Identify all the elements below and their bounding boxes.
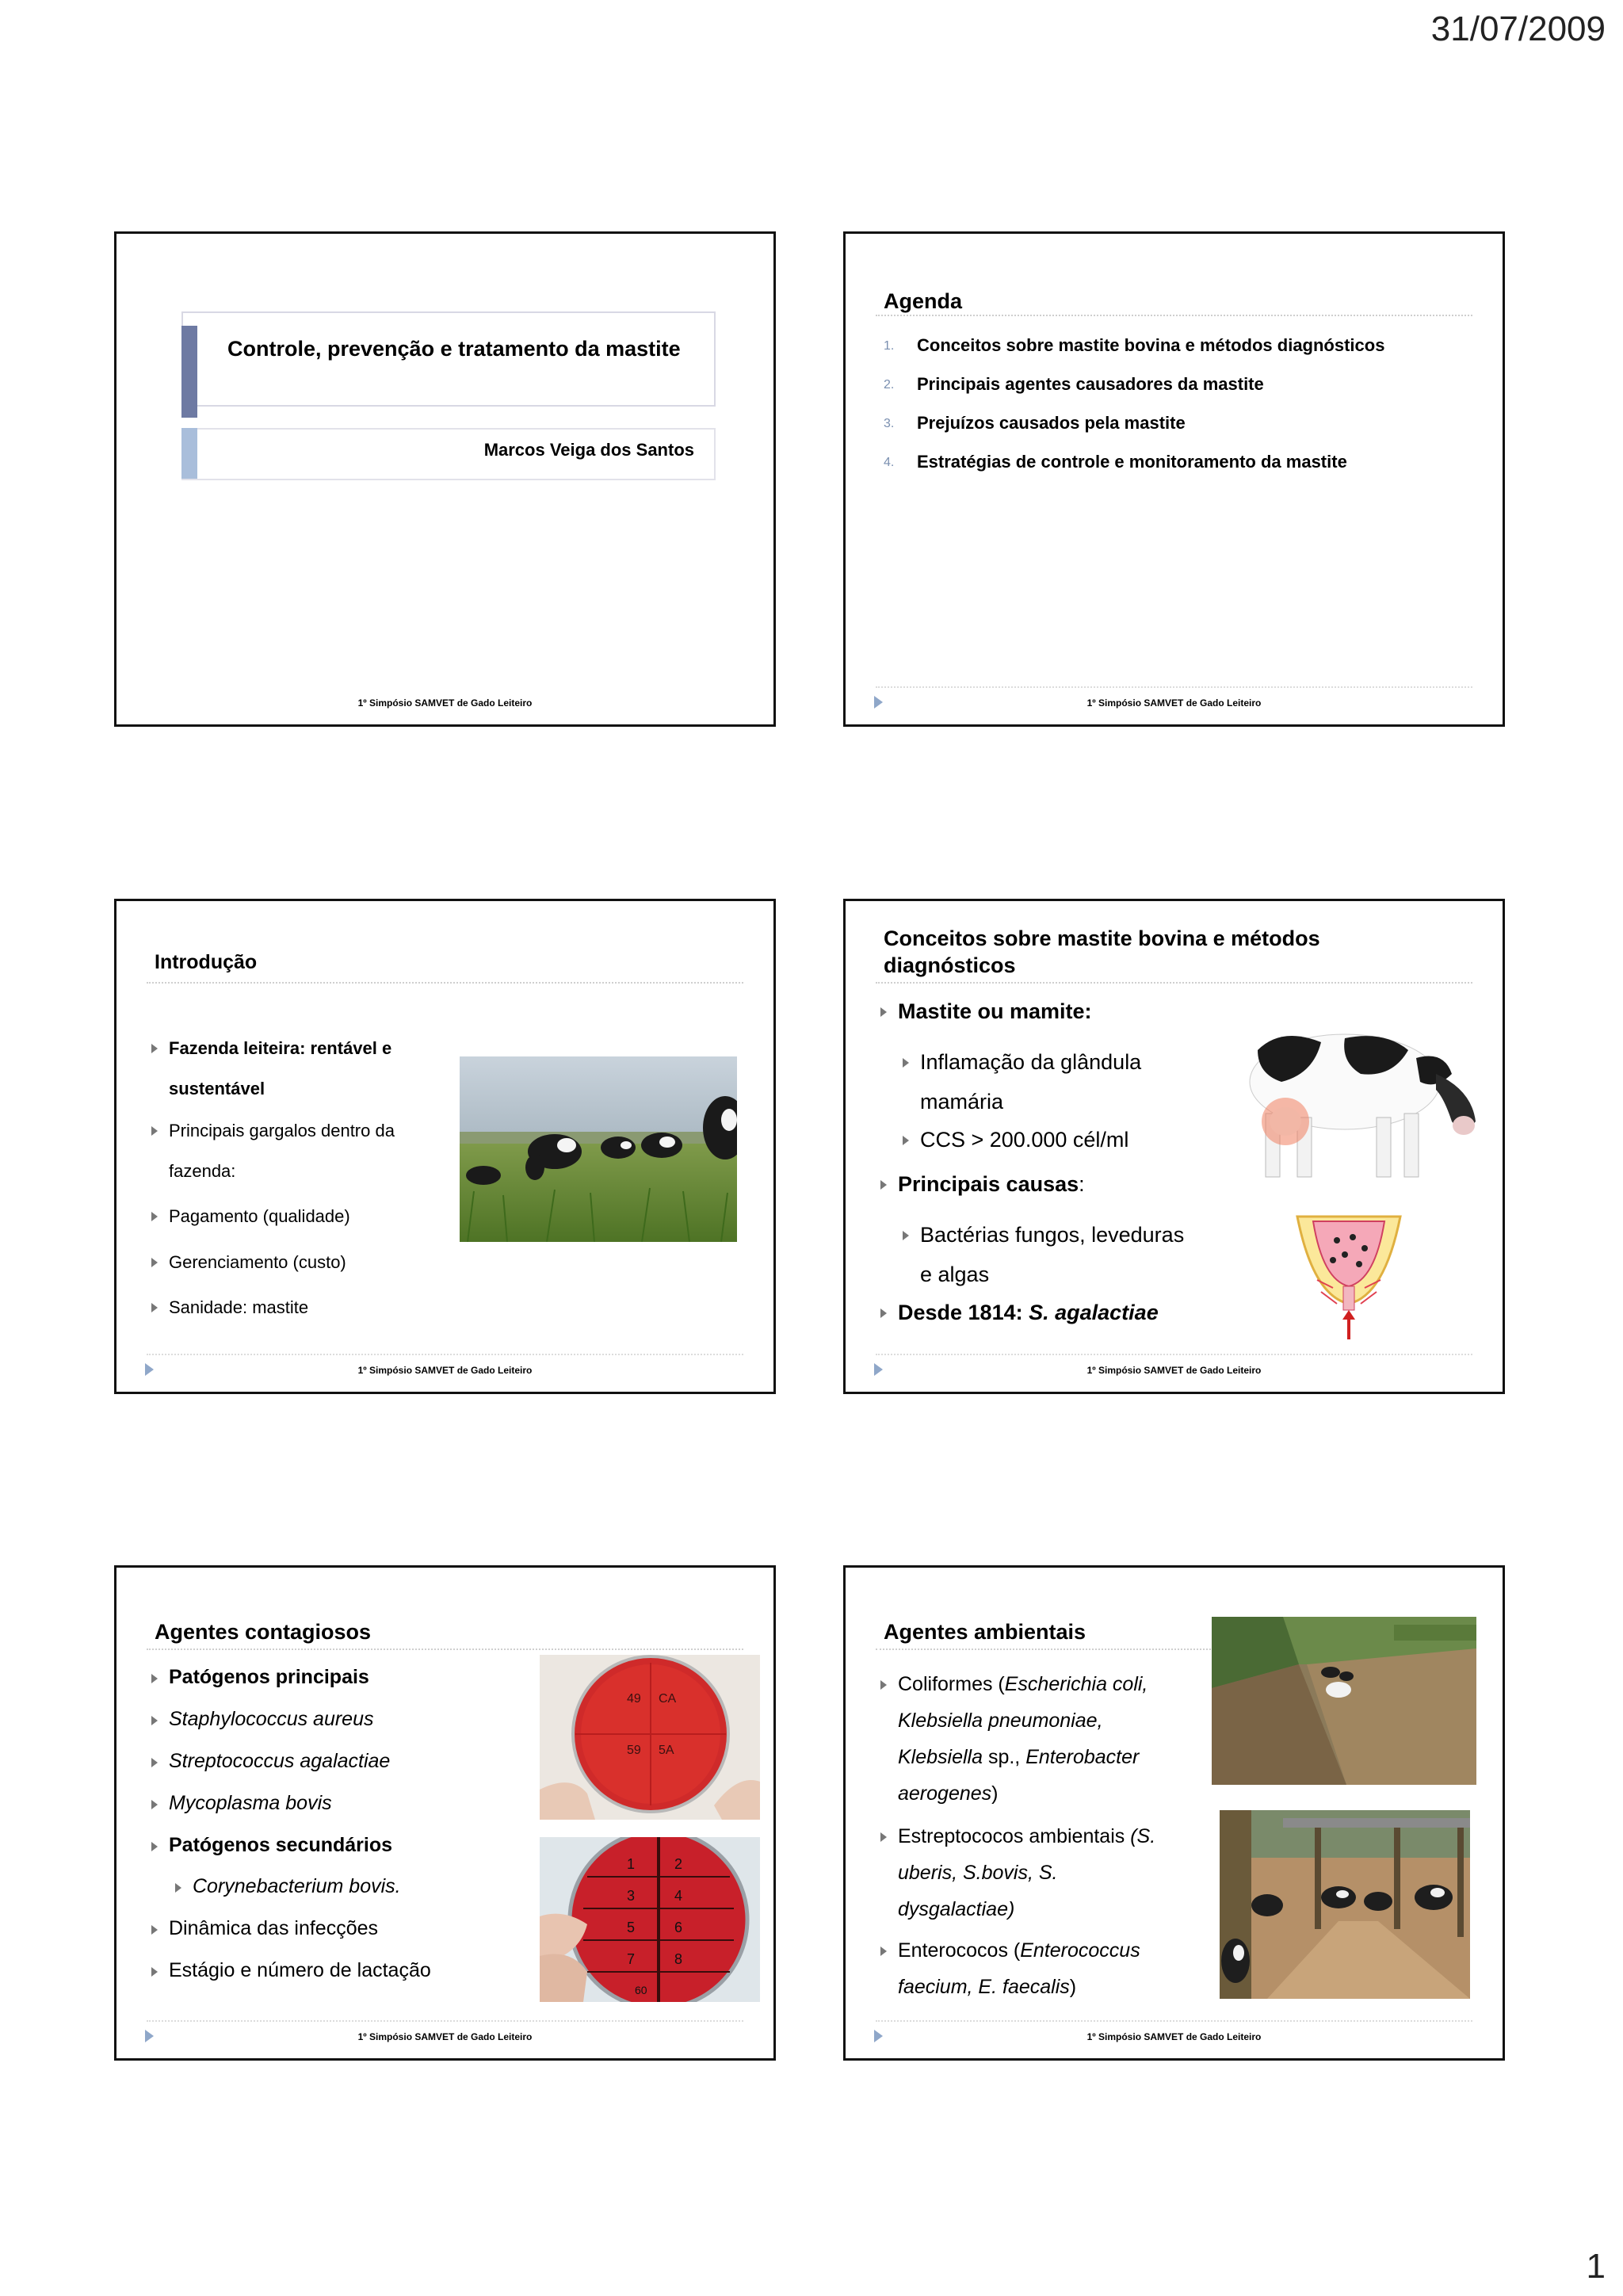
agenda-number: 2.: [884, 378, 895, 392]
agenda-item: Conceitos sobre mastite bovina e métodos diagnósticos: [917, 335, 1385, 355]
plate-label: 7: [627, 1951, 636, 1967]
bullet-item: Staphylococcus aureus: [151, 1708, 373, 1731]
agenda-item: Prejuízos causados pela mastite: [917, 413, 1186, 433]
text-run: Klebsiella pneumoniae,: [898, 1710, 1103, 1732]
bullet-arrow-icon: [151, 1126, 158, 1136]
bullet-arrow-icon: [880, 1308, 887, 1318]
author-accent-bar: [181, 428, 197, 479]
footer-divider: [876, 2020, 1472, 2022]
bullet-item: Mycoplasma bovis: [151, 1792, 332, 1815]
bullet-item: Fazenda leiteira: rentável e sustentável: [151, 1028, 468, 1109]
slide-agentes-contagiosos: [114, 1565, 776, 2061]
plate-label: 5: [627, 1920, 636, 1935]
slide-heading: Conceitos sobre mastite bovina e métodos diagnósticos: [884, 926, 1320, 977]
bullet-arrow-icon: [151, 1758, 158, 1767]
slide-introducao: [114, 899, 776, 1394]
text-run: Enterococos (: [898, 1939, 1021, 1962]
slide-heading: Agentes contagiosos: [155, 1620, 372, 1644]
bullet-item: [880, 1932, 1182, 2005]
presentation-title: Controle, prevenção e tratamento da mastite: [227, 337, 681, 361]
heading-divider: [876, 982, 1472, 984]
text-run: Enterococcus: [1020, 1939, 1140, 1962]
plate-label: 6: [674, 1920, 683, 1935]
bullet-arrow-icon: [151, 1212, 158, 1221]
heading-divider: [876, 315, 1472, 316]
bullet-arrow-icon: [880, 1007, 887, 1017]
bullet-item: Dinâmica das infecções: [151, 1917, 378, 1940]
bullet-arrow-icon: [175, 1883, 181, 1893]
bullet-arrow-icon: [151, 1967, 158, 1977]
bullet-arrow-icon: [151, 1800, 158, 1809]
bullet-item: Principais causas:: [880, 1172, 1085, 1197]
text-run: Escherichia coli,: [1004, 1673, 1148, 1695]
heading-divider: [147, 1648, 743, 1650]
bullet-arrow-icon: [880, 1680, 887, 1690]
plate-label: 49: [627, 1692, 641, 1706]
bullet-arrow-icon: [903, 1231, 909, 1240]
agenda-number: 4.: [884, 456, 895, 469]
bullet-arrow-icon: [151, 1258, 158, 1267]
slide-heading: Agenda: [884, 289, 963, 313]
slide-title: [114, 231, 776, 727]
plate-label: 2: [674, 1856, 683, 1872]
plate-label: 8: [674, 1951, 683, 1967]
agenda-item: Estratégias de controle e monitoramento da mastite: [917, 452, 1347, 472]
page-date: 31/07/2009: [1430, 10, 1606, 48]
text-run: faecium, E. faecalis: [898, 1976, 1070, 1998]
text-run: aerogenes: [898, 1782, 992, 1805]
heading-divider: [876, 1648, 1265, 1650]
bullet-item: Pagamento (qualidade): [151, 1196, 350, 1236]
free-stall-barn-photo: [1220, 1810, 1470, 1999]
slide-footer: 1º Simpósio SAMVET de Gado Leiteiro: [1086, 2031, 1262, 2042]
slide-heading: Introdução: [155, 951, 258, 973]
sub-bullet-item: Corynebacterium bovis.: [175, 1875, 401, 1898]
muddy-farm-photo: [1212, 1617, 1476, 1785]
udder-inflammation-diagram: [1289, 1209, 1408, 1343]
text-run: Enterobacter: [1025, 1746, 1140, 1768]
bullet-arrow-icon: [151, 1674, 158, 1683]
bullet-item: Sanidade: mastite: [151, 1287, 308, 1328]
text-run: Coliformes (: [898, 1673, 1005, 1695]
blood-agar-plate-photo: [540, 1655, 760, 1820]
agenda-number: 1.: [884, 339, 895, 353]
holstein-cow-illustration: [1226, 1003, 1487, 1185]
bullet-item: Mastite ou mamite:: [880, 999, 1092, 1024]
text-run: dysgalactiae): [898, 1898, 1015, 1920]
bullet-arrow-icon: [151, 1842, 158, 1851]
text-run: Estreptococos ambientais: [898, 1825, 1131, 1847]
text-run: sp.,: [983, 1746, 1026, 1768]
bullet-item: Desde 1814: S. agalactiae: [880, 1301, 1159, 1325]
sub-bullet-item: CCS > 200.000 cél/ml: [903, 1128, 1128, 1152]
slide-footer: 1º Simpósio SAMVET de Gado Leiteiro: [357, 1365, 533, 1376]
text-run: Klebsiella: [898, 1746, 983, 1768]
text-run: ): [1069, 1976, 1077, 1998]
bullet-item: Patógenos secundários: [151, 1834, 392, 1857]
bullet-item: Gerenciamento (custo): [151, 1242, 346, 1282]
plate-label: 59: [627, 1744, 641, 1757]
enterococos-text: [898, 1932, 1140, 2005]
plate-label: 4: [674, 1888, 683, 1904]
slide-footer: 1º Simpósio SAMVET de Gado Leiteiro: [1086, 697, 1262, 709]
footer-divider: [147, 1354, 743, 1355]
plate-label: CA: [659, 1692, 677, 1706]
bullet-arrow-icon: [880, 1832, 887, 1842]
author-name: Marcos Veiga dos Santos: [483, 440, 694, 460]
sub-bullet-item: Inflamação da glândula mamária: [903, 1042, 1164, 1121]
culture-plate-photo: [540, 1837, 760, 2002]
slide-footer: 1º Simpósio SAMVET de Gado Leiteiro: [357, 697, 533, 709]
bullet-arrow-icon: [151, 1044, 158, 1053]
estreptococos-text: [898, 1818, 1155, 1927]
bullet-arrow-icon: [903, 1136, 909, 1145]
page-number: 1: [1586, 2247, 1606, 2286]
footer-divider: [876, 1354, 1472, 1355]
cows-pasture-photo: [460, 1056, 737, 1242]
bullet-item: [880, 1818, 1182, 1927]
plate-label: 1: [627, 1856, 636, 1872]
slide-footer: 1º Simpósio SAMVET de Gado Leiteiro: [1086, 1365, 1262, 1376]
footer-divider: [876, 686, 1472, 688]
sub-bullet-item: Bactérias fungos, leveduras e algas: [903, 1215, 1204, 1294]
footer-divider: [147, 2020, 743, 2022]
bullet-item: Estágio e número de lactação: [151, 1959, 431, 1982]
bullet-item: Principais gargalos dentro da fazenda:: [151, 1110, 468, 1191]
coliformes-text: [898, 1666, 1148, 1812]
bullet-item: Patógenos principais: [151, 1666, 369, 1689]
bullet-item: Streptococcus agalactiae: [151, 1750, 390, 1773]
plate-label: 60: [635, 1984, 647, 1996]
bullet-arrow-icon: [880, 1946, 887, 1956]
slide-conceitos: [843, 899, 1505, 1394]
slide-footer: 1º Simpósio SAMVET de Gado Leiteiro: [357, 2031, 533, 2042]
agenda-item: Principais agentes causadores da mastite: [917, 374, 1264, 394]
bullet-arrow-icon: [880, 1180, 887, 1190]
title-accent-bar: [181, 326, 197, 418]
slide-agenda: [843, 231, 1505, 727]
bullet-arrow-icon: [151, 1716, 158, 1725]
bullet-arrow-icon: [903, 1058, 909, 1068]
bullet-arrow-icon: [151, 1925, 158, 1935]
text-run: ): [991, 1782, 999, 1805]
heading-divider: [147, 982, 743, 984]
agenda-number: 3.: [884, 417, 895, 430]
slide-heading: Agentes ambientais: [884, 1620, 1086, 1644]
plate-label: 5A: [659, 1744, 674, 1757]
bullet-item: [880, 1666, 1182, 1812]
text-run: (S.: [1130, 1825, 1156, 1847]
bullet-arrow-icon: [151, 1303, 158, 1312]
plate-label: 3: [627, 1888, 636, 1904]
slide-agentes-ambientais: [843, 1565, 1505, 2061]
text-run: uberis, S.bovis, S.: [898, 1862, 1058, 1884]
